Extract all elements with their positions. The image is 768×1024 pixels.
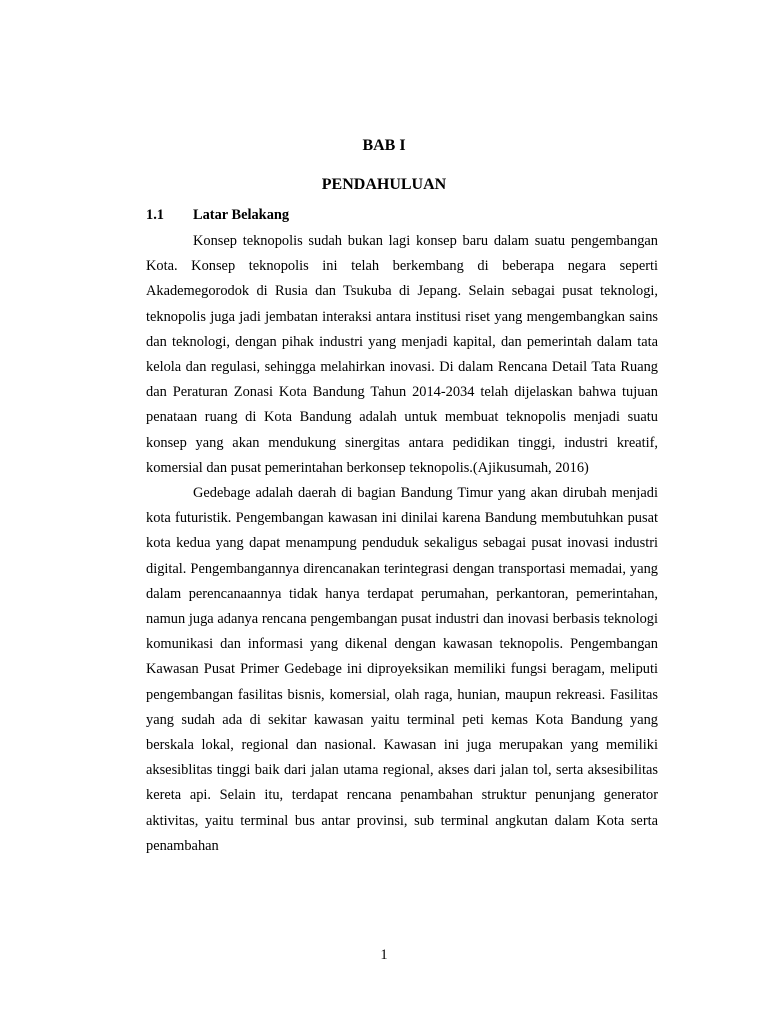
chapter-title: PENDAHULUAN bbox=[321, 176, 447, 193]
body-text bbox=[146, 229, 658, 859]
section-title: Latar Belakang bbox=[193, 207, 290, 223]
page-number: 1 bbox=[380, 947, 388, 963]
paragraph: Gedebage adalah daerah di bagian Bandung Timur yang akan dirubah menjadi kota futuristik. Pengembangan kawasan ini dinilai karena Bandung membutuhkan pusat kota kedua yang dapat menampung penduduk sekaligus sebagai pusat inovasi industri digital. Pengembangannya direncanakan terintegrasi dengan transportasi memadai, yang dalam perencanaannya tidak hanya terdapat perumahan, perkantoran, pemerintahan, namun juga adanya rencana pengembangan pusat industri dan inovasi berbasis teknologi komunikasi dan informasi yang dikenal dengan kawasan teknopolis. Pengembangan Kawasan Pusat Primer Gedebage ini diproyeksikan memiliki fungsi beragam, meliputi pengembangan fasilitas bisnis, komersial, olah raga, hunian, maupun rekreasi. Fasilitas yang sudah ada di sekitar kawasan yaitu terminal peti kemas Kota Bandung yang berskala lokal, regional dan nasional. Kawasan ini juga merupakan yang memiliki aksesiblitas tinggi baik dari jalan utama regional, akses dari jalan tol, serta aksesibilitas kereta api. Selain itu, terdapat rencana penambahan struktur penunjang generator aktivitas, yaitu terminal bus antar provinsi, sub terminal angkutan dalam Kota serta penambahan bbox=[146, 485, 658, 854]
paragraph: Konsep teknopolis sudah bukan lagi konsep baru dalam suatu pengembangan Kota. Konsep teknopolis ini telah berkembang di beberapa negara seperti Akademegorodok di Rusia dan Tsukuba di Jepang. Selain sebagai pusat teknologi, teknopolis juga jadi jembatan interaksi antara institusi riset yang mengembangkan sains dan teknologi, dengan pihak industri yang menjadi kapital, dan pemerintah dalam tata kelola dan regulasi, sehingga melahirkan inovasi. Di dalam Rencana Detail Tata Ruang dan Peraturan Zonasi Kota Bandung Tahun 2014-2034 telah dijelaskan bahwa tujuan penataan ruang di Kota Bandung adalah untuk membuat teknopolis menjadi suatu konsep yang akan mendukung sinergitas antara pedidikan tinggi, industri kreatif, komersial dan pusat pemerintahan berkonsep teknopolis.(Ajikusumah, 2016) bbox=[146, 233, 658, 476]
section-number: 1.1 bbox=[146, 207, 164, 223]
section-heading bbox=[146, 206, 289, 224]
chapter-number: BAB I bbox=[362, 137, 406, 154]
